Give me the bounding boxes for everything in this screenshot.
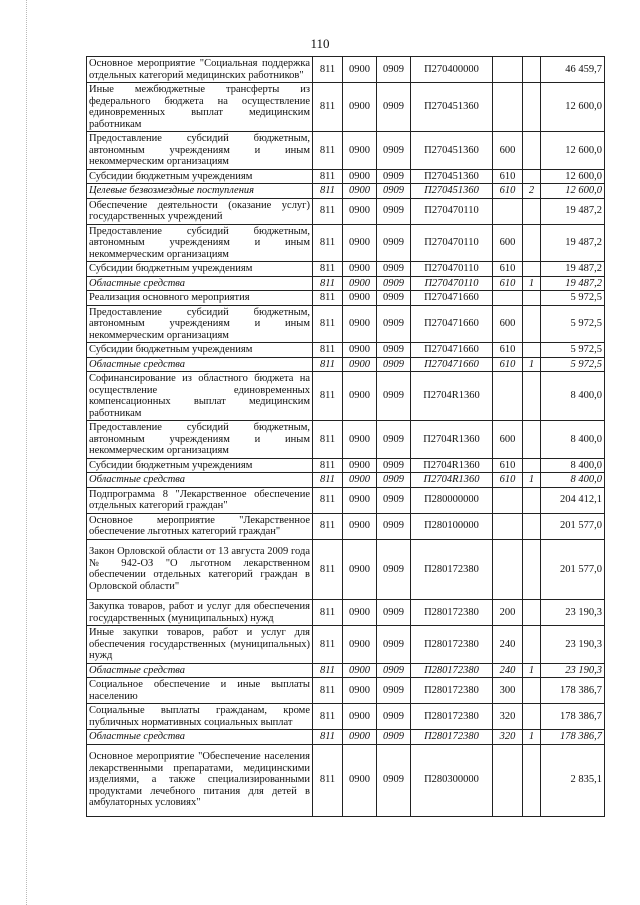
row-amount-cell: 204 412,1 (541, 487, 605, 513)
row-grbs-cell: 811 (313, 57, 343, 83)
budget-table (86, 56, 605, 817)
row-grbs-cell: 811 (313, 83, 343, 132)
row-razdel-cell: 0900 (343, 487, 377, 513)
row-amount-cell: 5 972,5 (541, 357, 605, 372)
row-amount-cell: 5 972,5 (541, 343, 605, 358)
row-amount-cell: 46 459,7 (541, 57, 605, 83)
row-vr-cell: 600 (493, 224, 523, 262)
row-name-cell: Закупка товаров, работ и услуг для обеспечения государственных (муниципальных) нужд (87, 600, 313, 626)
row-razdel-cell: 0900 (343, 357, 377, 372)
table-row (87, 744, 605, 816)
row-vr-cell (493, 744, 523, 816)
row-csr-cell: П270470110 (411, 198, 493, 224)
row-podrazdel-cell: 0909 (377, 663, 411, 678)
row-csr-cell: П280172380 (411, 626, 493, 664)
row-name-cell: Областные средства (87, 473, 313, 488)
row-amount-cell: 23 190,3 (541, 600, 605, 626)
row-razdel-cell: 0900 (343, 626, 377, 664)
row-grbs-cell: 811 (313, 626, 343, 664)
row-csr-cell: П270451360 (411, 169, 493, 184)
row-razdel-cell: 0900 (343, 473, 377, 488)
row-amount-cell: 178 386,7 (541, 678, 605, 704)
row-podrazdel-cell: 0909 (377, 169, 411, 184)
row-podrazdel-cell: 0909 (377, 458, 411, 473)
row-csr-cell: П2704R1360 (411, 421, 493, 459)
row-grbs-cell: 811 (313, 663, 343, 678)
row-vr-cell: 200 (493, 600, 523, 626)
row-podrazdel-cell: 0909 (377, 198, 411, 224)
row-razdel-cell: 0900 (343, 184, 377, 199)
row-source-cell (523, 744, 541, 816)
row-podrazdel-cell: 0909 (377, 513, 411, 539)
table-row (87, 83, 605, 132)
row-csr-cell: П280300000 (411, 744, 493, 816)
row-grbs-cell: 811 (313, 704, 343, 730)
row-razdel-cell: 0900 (343, 262, 377, 277)
table-row (87, 305, 605, 343)
table-body (87, 57, 605, 817)
row-csr-cell: П2704R1360 (411, 372, 493, 421)
row-name-cell: Основное мероприятие "Обеспечение населения лекарственными препаратами, медицинскими изделиями, а также специализированными продуктами лечебного питания для детей в амбулаторных условиях" (87, 744, 313, 816)
row-source-cell (523, 198, 541, 224)
row-grbs-cell: 811 (313, 184, 343, 199)
table-row (87, 600, 605, 626)
row-vr-cell: 610 (493, 458, 523, 473)
row-name-cell: Иные межбюджетные трансферты из федерального бюджета на осуществление единовременных выплат медицинским работникам (87, 83, 313, 132)
row-razdel-cell: 0900 (343, 513, 377, 539)
row-podrazdel-cell: 0909 (377, 372, 411, 421)
row-podrazdel-cell: 0909 (377, 730, 411, 745)
table-row (87, 169, 605, 184)
row-csr-cell: П270451360 (411, 132, 493, 170)
row-podrazdel-cell: 0909 (377, 276, 411, 291)
table-row (87, 224, 605, 262)
row-source-cell (523, 132, 541, 170)
row-podrazdel-cell: 0909 (377, 744, 411, 816)
table-row (87, 291, 605, 306)
row-grbs-cell: 811 (313, 372, 343, 421)
table-row (87, 262, 605, 277)
row-name-cell: Социальные выплаты гражданам, кроме публичных нормативных социальных выплат (87, 704, 313, 730)
table-row (87, 473, 605, 488)
row-amount-cell: 12 600,0 (541, 169, 605, 184)
row-csr-cell: П270470110 (411, 276, 493, 291)
row-podrazdel-cell: 0909 (377, 626, 411, 664)
row-source-cell: 2 (523, 184, 541, 199)
row-csr-cell: П270471660 (411, 357, 493, 372)
row-podrazdel-cell: 0909 (377, 184, 411, 199)
table-row (87, 458, 605, 473)
table-row (87, 57, 605, 83)
row-vr-cell (493, 372, 523, 421)
row-podrazdel-cell: 0909 (377, 291, 411, 306)
row-csr-cell: П270470110 (411, 224, 493, 262)
row-grbs-cell: 811 (313, 198, 343, 224)
row-name-cell: Областные средства (87, 276, 313, 291)
row-amount-cell: 12 600,0 (541, 132, 605, 170)
row-vr-cell: 610 (493, 184, 523, 199)
row-csr-cell: П270471660 (411, 343, 493, 358)
row-grbs-cell: 811 (313, 224, 343, 262)
row-source-cell (523, 224, 541, 262)
row-razdel-cell: 0900 (343, 458, 377, 473)
row-csr-cell: П270451360 (411, 184, 493, 199)
row-razdel-cell: 0900 (343, 663, 377, 678)
row-name-cell: Подпрограмма 8 "Лекарственное обеспечение отдельных категорий граждан" (87, 487, 313, 513)
row-vr-cell (493, 291, 523, 306)
row-amount-cell: 5 972,5 (541, 305, 605, 343)
row-csr-cell: П270470110 (411, 262, 493, 277)
row-podrazdel-cell: 0909 (377, 357, 411, 372)
row-podrazdel-cell: 0909 (377, 132, 411, 170)
table-row (87, 198, 605, 224)
row-source-cell (523, 513, 541, 539)
row-source-cell (523, 372, 541, 421)
row-source-cell (523, 626, 541, 664)
row-amount-cell: 8 400,0 (541, 458, 605, 473)
table-row (87, 421, 605, 459)
row-name-cell: Основное мероприятие "Лекарственное обеспечение льготных категорий граждан" (87, 513, 313, 539)
row-csr-cell: П280000000 (411, 487, 493, 513)
row-grbs-cell: 811 (313, 487, 343, 513)
row-source-cell (523, 291, 541, 306)
row-vr-cell: 610 (493, 343, 523, 358)
table-row (87, 487, 605, 513)
row-csr-cell: П2704R1360 (411, 458, 493, 473)
row-name-cell: Основное мероприятие "Социальная поддержка отдельных категорий медицинских работников" (87, 57, 313, 83)
row-razdel-cell: 0900 (343, 600, 377, 626)
row-amount-cell: 23 190,3 (541, 663, 605, 678)
row-name-cell: Областные средства (87, 730, 313, 745)
row-podrazdel-cell: 0909 (377, 305, 411, 343)
row-name-cell: Предоставление субсидий бюджетным, автономным учреждениям и иным некоммерческим организациям (87, 132, 313, 170)
row-grbs-cell: 811 (313, 600, 343, 626)
table-row (87, 539, 605, 600)
row-vr-cell: 600 (493, 132, 523, 170)
row-name-cell: Иные закупки товаров, работ и услуг для обеспечения государственных (муниципальных) нужд (87, 626, 313, 664)
row-razdel-cell: 0900 (343, 198, 377, 224)
row-vr-cell (493, 83, 523, 132)
row-vr-cell: 610 (493, 473, 523, 488)
table-row (87, 184, 605, 199)
row-grbs-cell: 811 (313, 730, 343, 745)
row-source-cell (523, 262, 541, 277)
row-vr-cell: 610 (493, 357, 523, 372)
page-number: 110 (310, 36, 330, 51)
row-amount-cell: 19 487,2 (541, 224, 605, 262)
row-podrazdel-cell: 0909 (377, 704, 411, 730)
row-name-cell: Софинансирование из областного бюджета на осуществление единовременных компенсационных выплат медицинским работникам (87, 372, 313, 421)
row-razdel-cell: 0900 (343, 57, 377, 83)
row-name-cell: Целевые безвозмездные поступления (87, 184, 313, 199)
row-razdel-cell: 0900 (343, 744, 377, 816)
row-vr-cell (493, 198, 523, 224)
row-vr-cell: 600 (493, 305, 523, 343)
row-csr-cell: П280172380 (411, 678, 493, 704)
row-source-cell (523, 678, 541, 704)
row-razdel-cell: 0900 (343, 421, 377, 459)
row-name-cell: Предоставление субсидий бюджетным, автономным учреждениям и иным некоммерческим организациям (87, 224, 313, 262)
margin-guide-line (26, 0, 27, 905)
row-vr-cell: 610 (493, 276, 523, 291)
row-source-cell (523, 57, 541, 83)
row-amount-cell: 19 487,2 (541, 276, 605, 291)
row-name-cell: Обеспечение деятельности (оказание услуг) государственных учреждений (87, 198, 313, 224)
row-razdel-cell: 0900 (343, 169, 377, 184)
row-razdel-cell: 0900 (343, 276, 377, 291)
row-csr-cell: П280172380 (411, 600, 493, 626)
row-razdel-cell: 0900 (343, 291, 377, 306)
row-razdel-cell: 0900 (343, 224, 377, 262)
row-csr-cell: П280172380 (411, 539, 493, 600)
row-amount-cell: 8 400,0 (541, 473, 605, 488)
row-grbs-cell: 811 (313, 169, 343, 184)
row-vr-cell: 600 (493, 421, 523, 459)
row-source-cell (523, 421, 541, 459)
row-vr-cell: 240 (493, 626, 523, 664)
row-podrazdel-cell: 0909 (377, 262, 411, 277)
row-podrazdel-cell: 0909 (377, 343, 411, 358)
row-grbs-cell: 811 (313, 513, 343, 539)
row-name-cell: Субсидии бюджетным учреждениям (87, 262, 313, 277)
row-amount-cell: 5 972,5 (541, 291, 605, 306)
table-row (87, 357, 605, 372)
row-amount-cell: 8 400,0 (541, 372, 605, 421)
row-podrazdel-cell: 0909 (377, 473, 411, 488)
row-vr-cell (493, 487, 523, 513)
row-csr-cell: П280172380 (411, 730, 493, 745)
row-source-cell (523, 305, 541, 343)
row-source-cell: 1 (523, 730, 541, 745)
table-row (87, 678, 605, 704)
row-name-cell: Субсидии бюджетным учреждениям (87, 343, 313, 358)
row-razdel-cell: 0900 (343, 678, 377, 704)
row-amount-cell: 23 190,3 (541, 626, 605, 664)
row-csr-cell: П280100000 (411, 513, 493, 539)
row-amount-cell: 178 386,7 (541, 730, 605, 745)
row-razdel-cell: 0900 (343, 305, 377, 343)
row-csr-cell: П270471660 (411, 291, 493, 306)
row-podrazdel-cell: 0909 (377, 83, 411, 132)
row-grbs-cell: 811 (313, 539, 343, 600)
table-row (87, 276, 605, 291)
row-name-cell: Закон Орловской области от 13 августа 2009 года № 942-ОЗ "О льготном лекарственном обеспечении отдельных категорий граждан в Орловской области" (87, 539, 313, 600)
row-amount-cell: 19 487,2 (541, 262, 605, 277)
row-amount-cell: 178 386,7 (541, 704, 605, 730)
table-row (87, 626, 605, 664)
row-vr-cell: 240 (493, 663, 523, 678)
row-grbs-cell: 811 (313, 291, 343, 306)
row-vr-cell (493, 513, 523, 539)
row-vr-cell: 320 (493, 730, 523, 745)
row-vr-cell: 320 (493, 704, 523, 730)
row-amount-cell: 201 577,0 (541, 513, 605, 539)
row-podrazdel-cell: 0909 (377, 421, 411, 459)
row-podrazdel-cell: 0909 (377, 600, 411, 626)
row-razdel-cell: 0900 (343, 704, 377, 730)
row-grbs-cell: 811 (313, 744, 343, 816)
row-razdel-cell: 0900 (343, 343, 377, 358)
row-source-cell (523, 539, 541, 600)
row-amount-cell: 19 487,2 (541, 198, 605, 224)
row-name-cell: Социальное обеспечение и иные выплаты населению (87, 678, 313, 704)
row-grbs-cell: 811 (313, 421, 343, 459)
row-podrazdel-cell: 0909 (377, 539, 411, 600)
row-podrazdel-cell: 0909 (377, 678, 411, 704)
row-csr-cell: П280172380 (411, 704, 493, 730)
row-source-cell: 1 (523, 473, 541, 488)
row-source-cell: 1 (523, 276, 541, 291)
row-razdel-cell: 0900 (343, 83, 377, 132)
table-row (87, 704, 605, 730)
row-name-cell: Реализация основного мероприятия (87, 291, 313, 306)
table-row (87, 513, 605, 539)
row-csr-cell: П270451360 (411, 83, 493, 132)
row-source-cell (523, 487, 541, 513)
row-podrazdel-cell: 0909 (377, 487, 411, 513)
row-grbs-cell: 811 (313, 458, 343, 473)
row-podrazdel-cell: 0909 (377, 224, 411, 262)
row-amount-cell: 8 400,0 (541, 421, 605, 459)
row-razdel-cell: 0900 (343, 539, 377, 600)
row-source-cell: 1 (523, 357, 541, 372)
row-amount-cell: 12 600,0 (541, 83, 605, 132)
row-name-cell: Предоставление субсидий бюджетным, автономным учреждениям и иным некоммерческим организациям (87, 421, 313, 459)
row-csr-cell: П270400000 (411, 57, 493, 83)
row-vr-cell: 610 (493, 169, 523, 184)
row-csr-cell: П280172380 (411, 663, 493, 678)
row-name-cell: Областные средства (87, 663, 313, 678)
row-vr-cell: 300 (493, 678, 523, 704)
table-row (87, 663, 605, 678)
row-razdel-cell: 0900 (343, 132, 377, 170)
row-grbs-cell: 811 (313, 678, 343, 704)
row-grbs-cell: 811 (313, 132, 343, 170)
table-row (87, 343, 605, 358)
row-podrazdel-cell: 0909 (377, 57, 411, 83)
row-amount-cell: 201 577,0 (541, 539, 605, 600)
row-source-cell (523, 83, 541, 132)
row-grbs-cell: 811 (313, 276, 343, 291)
row-source-cell (523, 600, 541, 626)
row-grbs-cell: 811 (313, 473, 343, 488)
row-razdel-cell: 0900 (343, 372, 377, 421)
row-vr-cell (493, 57, 523, 83)
row-name-cell: Предоставление субсидий бюджетным, автономным учреждениям и иным некоммерческим организациям (87, 305, 313, 343)
row-grbs-cell: 811 (313, 343, 343, 358)
row-source-cell (523, 458, 541, 473)
row-vr-cell: 610 (493, 262, 523, 277)
row-source-cell (523, 704, 541, 730)
row-source-cell (523, 343, 541, 358)
row-amount-cell: 2 835,1 (541, 744, 605, 816)
row-name-cell: Субсидии бюджетным учреждениям (87, 458, 313, 473)
row-grbs-cell: 811 (313, 262, 343, 277)
row-source-cell (523, 169, 541, 184)
row-name-cell: Областные средства (87, 357, 313, 372)
row-source-cell: 1 (523, 663, 541, 678)
row-vr-cell (493, 539, 523, 600)
table-row (87, 372, 605, 421)
row-csr-cell: П270471660 (411, 305, 493, 343)
row-csr-cell: П2704R1360 (411, 473, 493, 488)
table-row (87, 132, 605, 170)
row-name-cell: Субсидии бюджетным учреждениям (87, 169, 313, 184)
row-amount-cell: 12 600,0 (541, 184, 605, 199)
row-grbs-cell: 811 (313, 305, 343, 343)
row-grbs-cell: 811 (313, 357, 343, 372)
table-row (87, 730, 605, 745)
row-razdel-cell: 0900 (343, 730, 377, 745)
